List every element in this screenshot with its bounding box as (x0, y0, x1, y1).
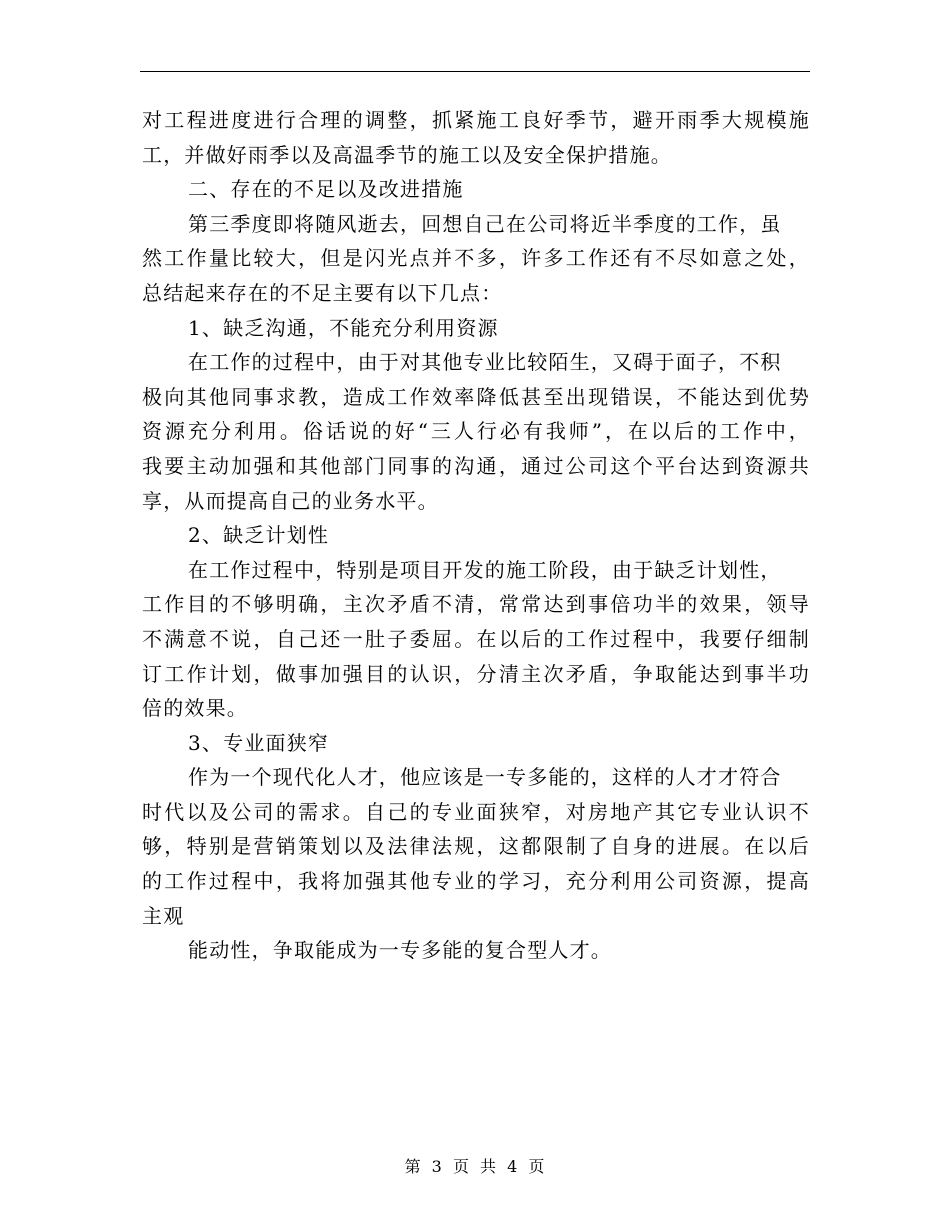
paragraph-line: 第三季度即将随风逝去，回想自己在公司将近半季度的工作，虽 (188, 211, 782, 236)
paragraph-line: 对工程进度进行合理的调整，抓紧施工良好季节，避开雨季大规模施 (142, 108, 810, 132)
subsection-heading: 3、专业面狭窄 (188, 730, 330, 755)
paragraph-line: 能动性，争取能成为一专多能的复合型人才。 (188, 938, 612, 963)
paragraph-line: 订工作计划，做事加强目的认识，分清主次矛盾，争取能达到事半功 (142, 661, 810, 686)
paragraph-line: 极向其他同事求教，造成工作效率降低甚至出现错误，不能达到优势 (142, 384, 810, 409)
paragraph-line: 然工作量比较大，但是闪光点并不多，许多工作还有不尽如意之处， (142, 246, 810, 271)
paragraph-line: 总结起来存在的不足主要有以下几点： (142, 280, 503, 305)
paragraph-line: 我要主动加强和其他部门同事的沟通，通过公司这个平台达到资源共 (142, 453, 810, 478)
paragraph-line: 在工作的过程中，由于对其他专业比较陌生，又碍于面子，不积 (188, 350, 782, 375)
header-rule (140, 71, 810, 72)
section-heading: 二、存在的不足以及改进措施 (188, 177, 464, 202)
page-number: 第 3 页 共 4 页 (404, 1157, 546, 1176)
paragraph-line: 时代以及公司的需求。自己的专业面狭窄，对房地产其它专业认识不 (142, 799, 810, 824)
paragraph-line: 享，从而提高自己的业务水平。 (142, 488, 439, 513)
subsection-heading: 1、缺乏沟通，不能充分利用资源 (188, 315, 499, 340)
paragraph-line: 工，并做好雨季以及高温季节的施工以及安全保护措施。 (142, 142, 672, 167)
paragraph-line: 工作目的不够明确，主次矛盾不清，常常达到事倍功半的效果，领导 (142, 592, 810, 617)
paragraph-line: 够，特别是营销策划以及法律法规，这都限制了自身的进展。在以后 (142, 834, 810, 859)
paragraph-line: 主观 (142, 903, 185, 928)
subsection-heading: 2、缺乏计划性 (188, 523, 330, 548)
paragraph-line: 倍的效果。 (142, 696, 248, 721)
document-body (142, 103, 810, 968)
paragraph-line: 作为一个现代化人才，他应该是一专多能的，这样的人才才符合 (188, 765, 782, 790)
paragraph-line: 的工作过程中，我将加强其他专业的学习，充分利用公司资源，提高 (142, 869, 810, 894)
paragraph-line: 资源充分利用。俗话说的好“三人行必有我师”，在以后的工作中， (142, 419, 810, 444)
paragraph-line: 不满意不说，自己还一肚子委屈。在以后的工作过程中，我要仔细制 (142, 626, 810, 651)
paragraph-line: 在工作过程中，特别是项目开发的施工阶段，由于缺乏计划性， (188, 557, 782, 582)
